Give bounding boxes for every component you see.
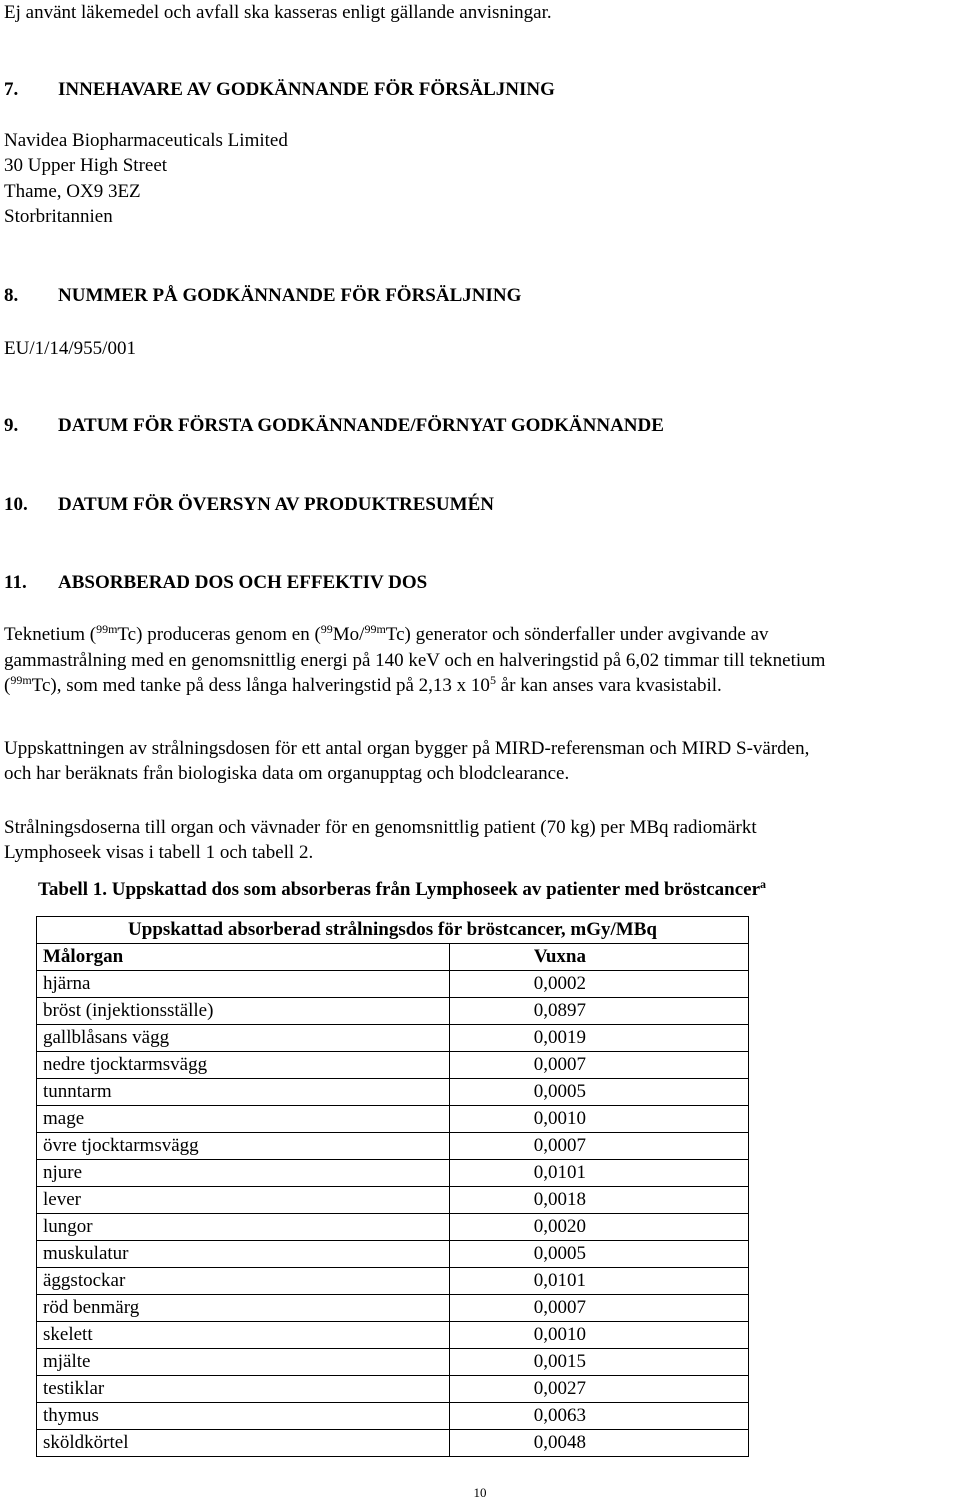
organ-cell: tunntarm [37,1079,450,1106]
dose-cell: 0,0897 [450,998,749,1025]
organ-cell: röd benmärg [37,1295,450,1322]
intro-text: Ej använt läkemedel och avfall ska kasseras enligt gällande anvisningar. [4,2,552,23]
table-row [37,971,749,998]
organ-cell: testiklar [37,1376,450,1403]
table-row [37,1079,749,1106]
dose-cell: 0,0015 [450,1349,749,1376]
text-run: Teknetium ( [4,624,97,645]
table-row [37,1133,749,1160]
section-number: 8. [4,285,19,306]
dose-cell: 0,0010 [450,1322,749,1349]
section-title: NUMMER PÅ GODKÄNNANDE FÖR FÖRSÄLJNING [58,285,522,306]
dose-cell: 0,0048 [450,1430,749,1457]
dose-cell: 0,0005 [450,1241,749,1268]
dose-table [36,916,749,1457]
text-run: Tc) generator och sönderfaller under avgivande av [385,624,769,645]
superscript: 5 [489,673,496,687]
organ-cell: övre tjocktarmsvägg [37,1133,450,1160]
paragraph-2-line: och har beräknats från biologiska data om organupptag och blodclearance. [4,763,570,784]
organ-cell: gallblåsans vägg [37,1025,450,1052]
dose-cell: 0,0063 [450,1403,749,1430]
text-run: Tc) produceras genom en ( [117,624,321,645]
superscript: 99m [364,622,386,636]
table-title: Uppskattad absorberad strålningsdos för bröstcancer, mGy/MBq [37,917,749,944]
table-row [37,1106,749,1133]
table-row [37,1349,749,1376]
dose-cell: 0,0005 [450,1079,749,1106]
superscript: 99m [96,622,118,636]
dose-cell: 0,0020 [450,1214,749,1241]
table-row [37,1214,749,1241]
table-row [37,1241,749,1268]
organ-cell: bröst (injektionsställe) [37,998,450,1025]
dose-cell: 0,0002 [450,971,749,998]
paragraph-1-line: gammastrålning med en genomsnittlig energi på 140 keV och en halveringstid på 6,02 timmar till teknetium [4,650,826,671]
paragraph-1-line [4,622,769,648]
dose-cell: 0,0027 [450,1376,749,1403]
dose-cell: 0,0018 [450,1187,749,1214]
table-caption-text: Tabell 1. Uppskattad dos som absorberas från Lymphoseek av patienter med bröstcancer [38,879,761,900]
section-title: INNEHAVARE AV GODKÄNNANDE FÖR FÖRSÄLJNING [58,79,555,100]
table-header-row [37,944,749,971]
column-header: Målorgan [37,944,450,971]
paragraph-2-line: Uppskattningen av strålningsdosen för ett antal organ bygger på MIRD-referensman och MIRD S-värden, [4,738,810,759]
section-title: DATUM FÖR ÖVERSYN AV PRODUKTRESUMÉN [58,494,494,515]
superscript: 99 [320,622,333,636]
section-7-heading [4,77,555,103]
section-8-heading [4,283,521,309]
holder-line: Navidea Biopharmaceuticals Limited [4,130,288,151]
column-header: Vuxna [450,944,749,971]
section-title: ABSORBERAD DOS OCH EFFEKTIV DOS [58,572,428,593]
organ-cell: mage [37,1106,450,1133]
section-number: 11. [4,572,27,593]
organ-cell: hjärna [37,971,450,998]
section-10-heading [4,492,494,518]
section-number: 10. [4,494,28,515]
dose-cell: 0,0007 [450,1133,749,1160]
table-row [37,998,749,1025]
text-run: Mo/ [332,624,365,645]
holder-line: 30 Upper High Street [4,155,168,176]
organ-cell: thymus [37,1403,450,1430]
section-title: DATUM FÖR FÖRSTA GODKÄNNANDE/FÖRNYAT GODKÄNNANDE [58,415,664,436]
holder-line: Storbritannien [4,206,113,227]
organ-cell: mjälte [37,1349,450,1376]
table-row [37,1052,749,1079]
superscript: a [760,877,767,891]
dose-cell: 0,0010 [450,1106,749,1133]
authorisation-number: EU/1/14/955/001 [4,338,136,359]
organ-cell: nedre tjocktarmsvägg [37,1052,450,1079]
section-number: 9. [4,415,19,436]
dose-cell: 0,0101 [450,1268,749,1295]
section-11-heading [4,570,427,596]
organ-cell: lever [37,1187,450,1214]
table-row [37,1268,749,1295]
table-row [37,1403,749,1430]
organ-cell: lungor [37,1214,450,1241]
table-caption [38,877,766,903]
page-number: 10 [473,1485,487,1500]
section-number: 7. [4,79,19,100]
organ-cell: äggstockar [37,1268,450,1295]
dose-cell: 0,0007 [450,1295,749,1322]
table-row [37,1322,749,1349]
paragraph-3-line: Lymphoseek visas i tabell 1 och tabell 2. [4,842,314,863]
dose-cell: 0,0101 [450,1160,749,1187]
dose-cell: 0,0007 [450,1052,749,1079]
table-row [37,1430,749,1457]
table-row [37,1376,749,1403]
text-run: år kan anses vara kvasistabil. [495,675,722,696]
organ-cell: sköldkörtel [37,1430,450,1457]
paragraph-1-line [4,673,722,699]
organ-cell: njure [37,1160,450,1187]
paragraph-3-line: Strålningsdoserna till organ och vävnader för en genomsnittlig patient (70 kg) per MBq radiomärkt [4,817,757,838]
dose-cell: 0,0019 [450,1025,749,1052]
table-row [37,1160,749,1187]
holder-line: Thame, OX9 3EZ [4,181,141,202]
table-row [37,1295,749,1322]
text-run: ( [4,675,11,696]
section-9-heading [4,413,664,439]
table-row [37,1187,749,1214]
organ-cell: muskulatur [37,1241,450,1268]
table-row [37,1025,749,1052]
text-run: Tc), som med tanke på dess långa halveringstid på 2,13 x 10 [31,675,490,696]
superscript: 99m [10,673,32,687]
organ-cell: skelett [37,1322,450,1349]
table-title-row [37,917,749,944]
